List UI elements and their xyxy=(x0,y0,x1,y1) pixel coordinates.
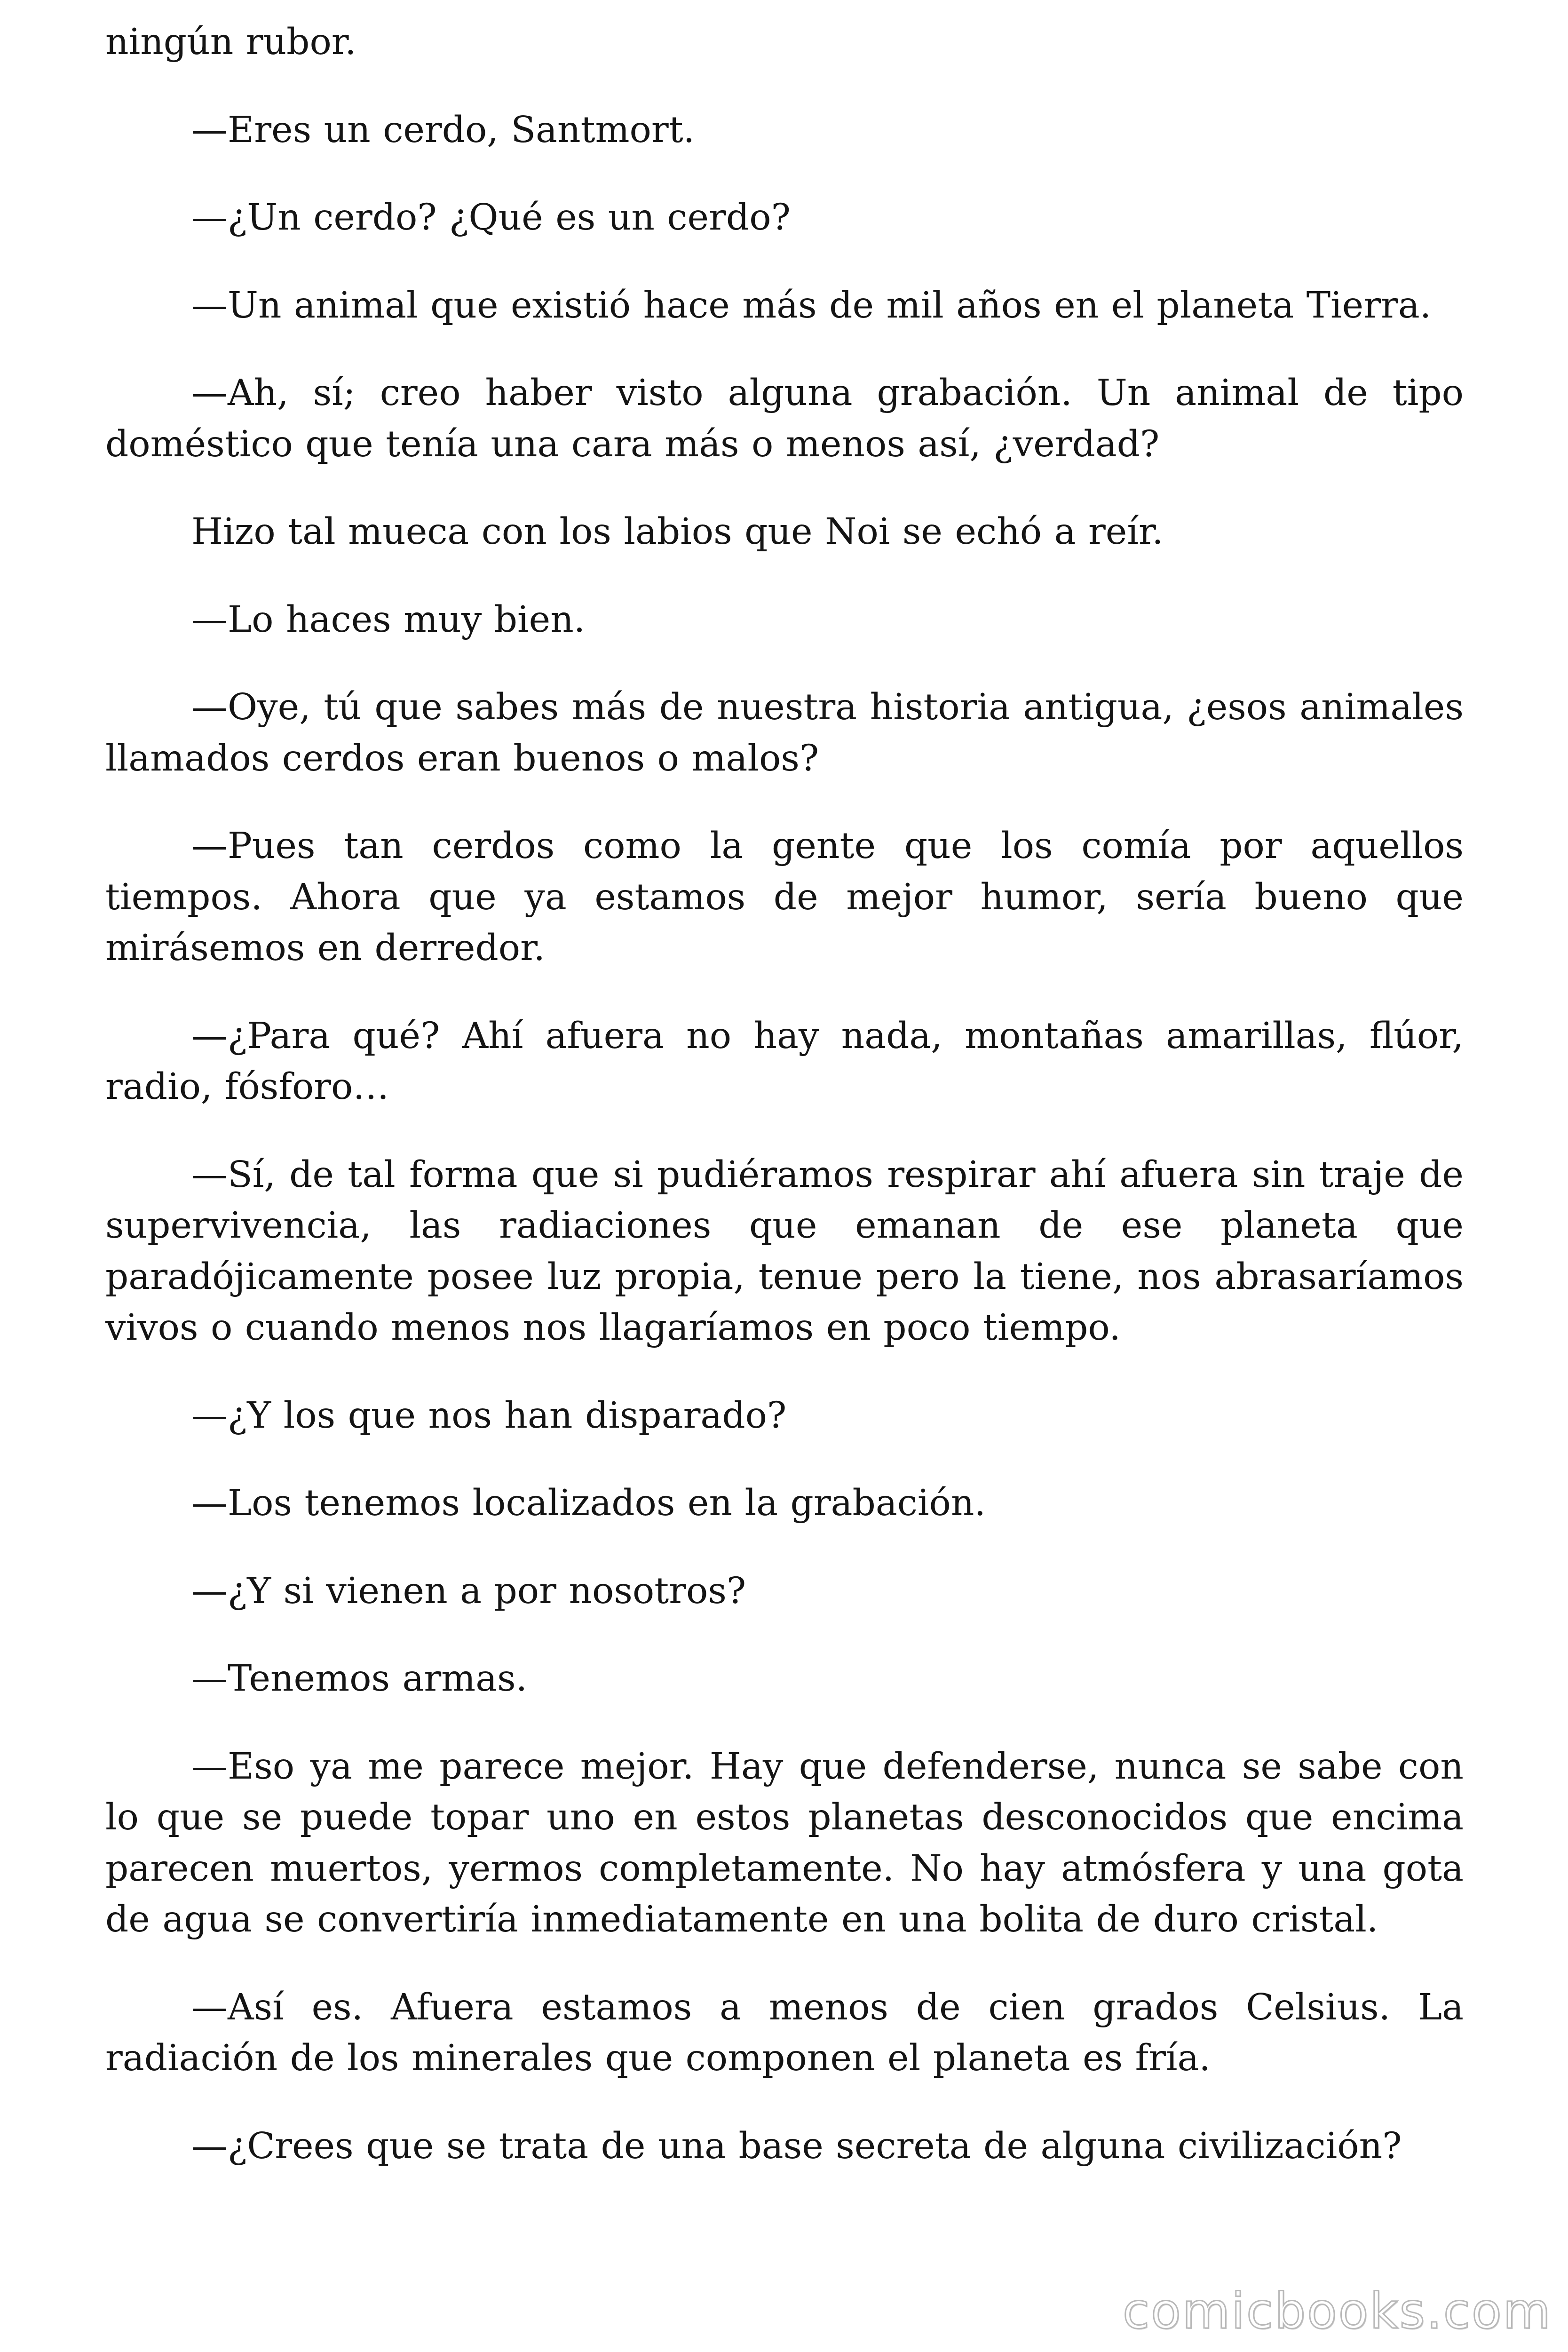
paragraph-16: —Eso ya me parece mejor. Hay que defenderse, nunca se sabe con lo que se puede topar uno en estos planetas desconocidos que encima parecen muertos, yermos completamente. No hay atmósfera y una gota de agua se convertiría inmediatamente en una bolita de duro cristal. xyxy=(105,1745,1464,1940)
paragraph-14: —¿Y si vienen a por nosotros? xyxy=(191,1570,746,1612)
paragraph-6: Hizo tal mueca con los labios que Noi se echó a reír. xyxy=(191,511,1164,553)
paragraph-17: —Así es. Afuera estamos a menos de cien grados Celsius. La radiación de los minerales que componen el planeta es fría. xyxy=(105,1986,1464,2079)
paragraph-15: —Tenemos armas. xyxy=(191,1658,528,1700)
paragraph-4: —Un animal que existió hace más de mil años en el planeta Tierra. xyxy=(191,284,1432,326)
book-page xyxy=(105,17,1464,2209)
paragraph-18: —¿Crees que se trata de una base secreta de alguna civilización? xyxy=(191,2125,1402,2167)
paragraph-7: —Lo haces muy bien. xyxy=(191,598,586,641)
paragraph-11: —Sí, de tal forma que si pudiéramos respirar ahí afuera sin traje de supervivencia, las radiaciones que emanan de ese planeta que paradójicamente posee luz propia, tenue pero la tiene, nos abrasaríamos vivos o cuando menos nos llagaríamos en poco tiempo. xyxy=(105,1153,1464,1349)
paragraph-13: —Los tenemos localizados en la grabación. xyxy=(191,1482,986,1524)
paragraph-10: —¿Para qué? Ahí afuera no hay nada, montañas amarillas, flúor, radio, fósforo… xyxy=(105,1015,1464,1108)
watermark: comicbooks.com xyxy=(1122,2282,1552,2340)
paragraph-1: ningún rubor. xyxy=(105,21,356,63)
paragraph-3: —¿Un cerdo? ¿Qué es un cerdo? xyxy=(191,197,791,238)
paragraph-12: —¿Y los que nos han disparado? xyxy=(191,1394,787,1437)
paragraph-5: —Ah, sí; creo haber visto alguna grabación. Un animal de tipo doméstico que tenía una cara más o menos así, ¿verdad? xyxy=(105,372,1464,465)
paragraph-8: —Oye, tú que sabes más de nuestra historia antigua, ¿esos animales llamados cerdos eran buenos o malos? xyxy=(105,686,1464,779)
paragraph-9: —Pues tan cerdos como la gente que los comía por aquellos tiempos. Ahora que ya estamos de mejor humor, sería bueno que mirásemos en derredor. xyxy=(105,825,1464,969)
paragraph-2: —Eres un cerdo, Santmort. xyxy=(191,109,695,151)
